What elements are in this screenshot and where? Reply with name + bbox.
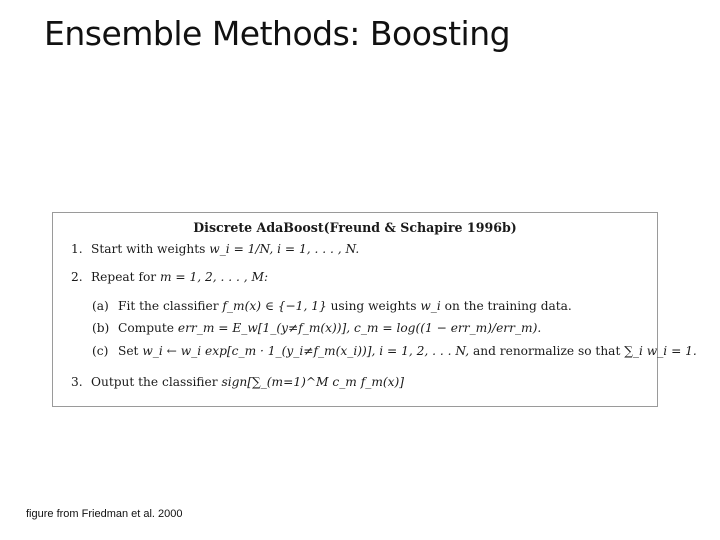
algorithm-heading: Discrete AdaBoost(Freund & Schapire 1996b) xyxy=(193,220,517,235)
step-2b-math: err_m = E_w[1_(y≠f_m(x))], c_m = log((1 − err_m)/err_m). xyxy=(177,321,542,335)
step-3-number: 3. xyxy=(71,375,83,389)
step-2c-tag: (c) xyxy=(92,344,109,358)
step-2c-math2: ∑_i w_i = 1. xyxy=(624,344,697,358)
step-2a-math2: w_i xyxy=(420,299,441,313)
step-2b xyxy=(92,321,541,335)
step-2b-pre: Compute xyxy=(118,321,178,335)
step-2a-math: f_m(x) ∈ {−1, 1} xyxy=(222,299,327,313)
step-2 xyxy=(71,270,268,284)
step-2a-pre: Fit the classifier xyxy=(118,299,223,313)
step-1-text: Start with weights xyxy=(91,242,210,256)
step-2-math: m = 1, 2, . . . , M: xyxy=(160,270,269,284)
step-2-number: 2. xyxy=(71,270,83,284)
step-2a-tag: (a) xyxy=(92,299,109,313)
step-2c-math: w_i ← w_i exp[c_m · 1_(y_i≠f_m(x_i))], i = 1, 2, . . . N, xyxy=(142,344,470,358)
step-2a xyxy=(92,299,572,313)
step-2a-mid: using weights xyxy=(326,299,421,313)
step-2-text: Repeat for xyxy=(91,270,160,284)
figure-caption: figure from Friedman et al. 2000 xyxy=(26,508,183,520)
slide-title: Ensemble Methods: Boosting xyxy=(44,14,511,53)
algorithm-box xyxy=(52,212,697,407)
step-1 xyxy=(71,242,359,256)
step-3-text: Output the classifier xyxy=(91,375,222,389)
step-2c xyxy=(92,344,697,358)
step-2c-pre: Set xyxy=(118,344,143,358)
step-1-math: w_i = 1/N, i = 1, . . . , N. xyxy=(209,242,360,256)
step-3 xyxy=(71,375,404,389)
step-2b-tag: (b) xyxy=(92,321,110,335)
step-3-math: sign[∑_(m=1)^M c_m f_m(x)] xyxy=(221,375,405,389)
step-2c-mid: and renormalize so that xyxy=(469,344,625,358)
step-1-number: 1. xyxy=(71,242,83,256)
step-2a-post: on the training data. xyxy=(440,299,572,313)
